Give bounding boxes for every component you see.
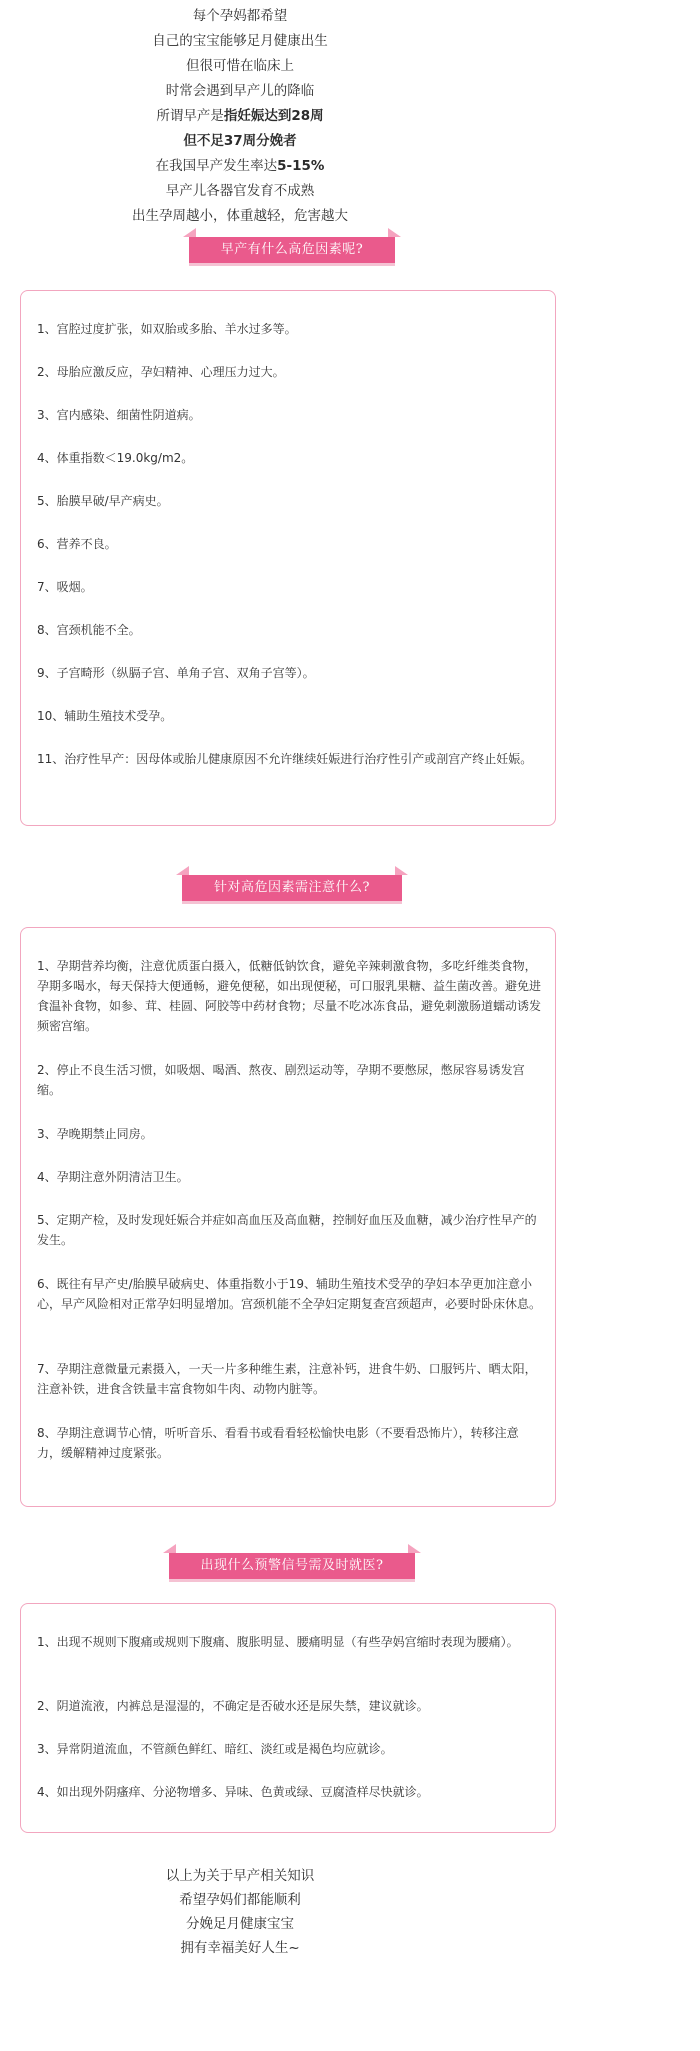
ribbon-fold <box>163 1544 176 1553</box>
intro-line: 时常会遇到早产儿的降临 <box>165 83 315 99</box>
closing-line: 分娩足月健康宝宝 <box>186 1916 294 1932</box>
list-item: 8、孕期注意调节心情，听听音乐、看看书或看看轻松愉快电影（不要看恐怖片），转移注意力，缓解精神过度紧张。 <box>37 1426 519 1460</box>
list-item: 7、吸烟。 <box>37 580 93 594</box>
list-item: 3、异常阴道流血，不管颜色鲜红、暗红、淡红或是褐色均应就诊。 <box>37 1742 393 1756</box>
list-item: 7、孕期注意微量元素摄入，一天一片多种维生素，注意补钙，进食牛奶、口服钙片、晒太阳，注意补铁，进食含铁量丰富食物如牛肉、动物内脏等。 <box>37 1362 537 1396</box>
intro-line-emphasis: 5-15% <box>277 158 325 174</box>
list-item: 3、孕晚期禁止同房。 <box>37 1127 153 1141</box>
section-header-risk-factors <box>183 228 401 272</box>
section-title: 针对高危因素需注意什么? <box>182 875 402 901</box>
ribbon-shadow <box>182 901 402 904</box>
list-item: 4、孕期注意外阴清洁卫生。 <box>37 1170 189 1184</box>
list-item: 4、如出现外阴瘙痒、分泌物增多、异味、色黄或绿、豆腐渣样尽快就诊。 <box>37 1785 429 1799</box>
list-item: 3、宫内感染、细菌性阴道病。 <box>37 408 201 422</box>
intro-line <box>0 104 480 129</box>
intro-line-part: 所谓早产是 <box>156 108 224 124</box>
list-item: 1、宫腔过度扩张，如双胎或多胎、羊水过多等。 <box>37 322 297 336</box>
ribbon-fold <box>408 1544 421 1553</box>
list-item: 2、阴道流液，内裤总是湿湿的，不确定是否破水还是尿失禁，建议就诊。 <box>37 1699 429 1713</box>
section-header-precautions <box>176 866 408 910</box>
risk-factors-panel <box>20 290 556 826</box>
intro-line-emphasis: 指妊娠达到28周 <box>223 108 324 124</box>
intro-line: 早产儿各器官发育不成熟 <box>165 183 315 199</box>
list-item: 6、既往有早产史/胎膜早破病史、体重指数小于19、辅助生殖技术受孕的孕妇本孕更加注意小心，早产风险相对正常孕妇明显增加。宫颈机能不全孕妇定期复查宫颈超声，必要时卧床休息。 <box>37 1277 542 1311</box>
intro-line: 出生孕周越小，体重越轻，危害越大 <box>132 208 348 224</box>
intro-line: 但不足37周分娩者 <box>183 133 297 149</box>
ribbon-fold <box>388 228 401 237</box>
closing-line: 拥有幸福美好人生~ <box>180 1940 300 1956</box>
intro-line: 自己的宝宝能够足月健康出生 <box>152 33 328 49</box>
closing-text <box>0 1864 480 1960</box>
intro-line: 每个孕妈都希望 <box>192 8 288 24</box>
ribbon-fold <box>395 866 408 875</box>
precautions-panel <box>20 927 556 1507</box>
intro-line: 但很可惜在临床上 <box>186 58 294 74</box>
intro-line <box>0 154 480 179</box>
section-title: 早产有什么高危因素呢? <box>189 237 395 263</box>
list-item: 5、定期产检，及时发现妊娠合并症如高血压及高血糖，控制好血压及血糖，减少治疗性早产的发生。 <box>37 1213 537 1247</box>
list-item: 5、胎膜早破/早产病史。 <box>37 494 169 508</box>
ribbon-fold <box>183 228 196 237</box>
list-item: 6、营养不良。 <box>37 537 117 551</box>
list-item: 9、子宫畸形（纵膈子宫、单角子宫、双角子宫等）。 <box>37 666 315 680</box>
list-item: 1、出现不规则下腹痛或规则下腹痛、腹胀明显、腰痛明显（有些孕妈宫缩时表现为腰痛）。 <box>37 1635 519 1649</box>
ribbon-shadow <box>169 1579 415 1582</box>
intro-line-part: 在我国早产发生率达 <box>155 158 278 174</box>
closing-line: 以上为关于早产相关知识 <box>165 1868 315 1884</box>
list-item: 11、治疗性早产：因母体或胎儿健康原因不允许继续妊娠进行治疗性引产或剖宫产终止妊娠。 <box>37 752 533 766</box>
list-item: 8、宫颈机能不全。 <box>37 623 141 637</box>
section-header-warning-signs <box>163 1544 421 1588</box>
list-item: 10、辅助生殖技术受孕。 <box>37 709 173 723</box>
list-item: 2、母胎应激反应，孕妇精神、心理压力过大。 <box>37 365 285 379</box>
closing-line: 希望孕妈们都能顺利 <box>179 1892 301 1908</box>
section-title: 出现什么预警信号需及时就医? <box>169 1553 415 1579</box>
intro-text <box>0 4 480 229</box>
ribbon-fold <box>176 866 189 875</box>
list-item: 1、孕期营养均衡，注意优质蛋白摄入，低糖低钠饮食，避免辛辣刺激食物，多吃纤维类食物，孕期多喝水，每天保持大便通畅，避免便秘，如出现便秘，可口服乳果糖、益生菌改善。避免进食温补食物，如参、茸、桂圆、阿胶等中药材食物；尽量不吃冰冻食品，避免刺激肠道蠕动诱发频密宫缩。 <box>37 959 542 1033</box>
ribbon-shadow <box>189 263 395 266</box>
list-item: 2、停止不良生活习惯，如吸烟、喝酒、熬夜、剧烈运动等，孕期不要憋尿，憋尿容易诱发宫缩。 <box>37 1063 525 1097</box>
list-item: 4、体重指数＜19.0kg/m2。 <box>37 451 194 465</box>
warning-signs-panel <box>20 1603 556 1833</box>
